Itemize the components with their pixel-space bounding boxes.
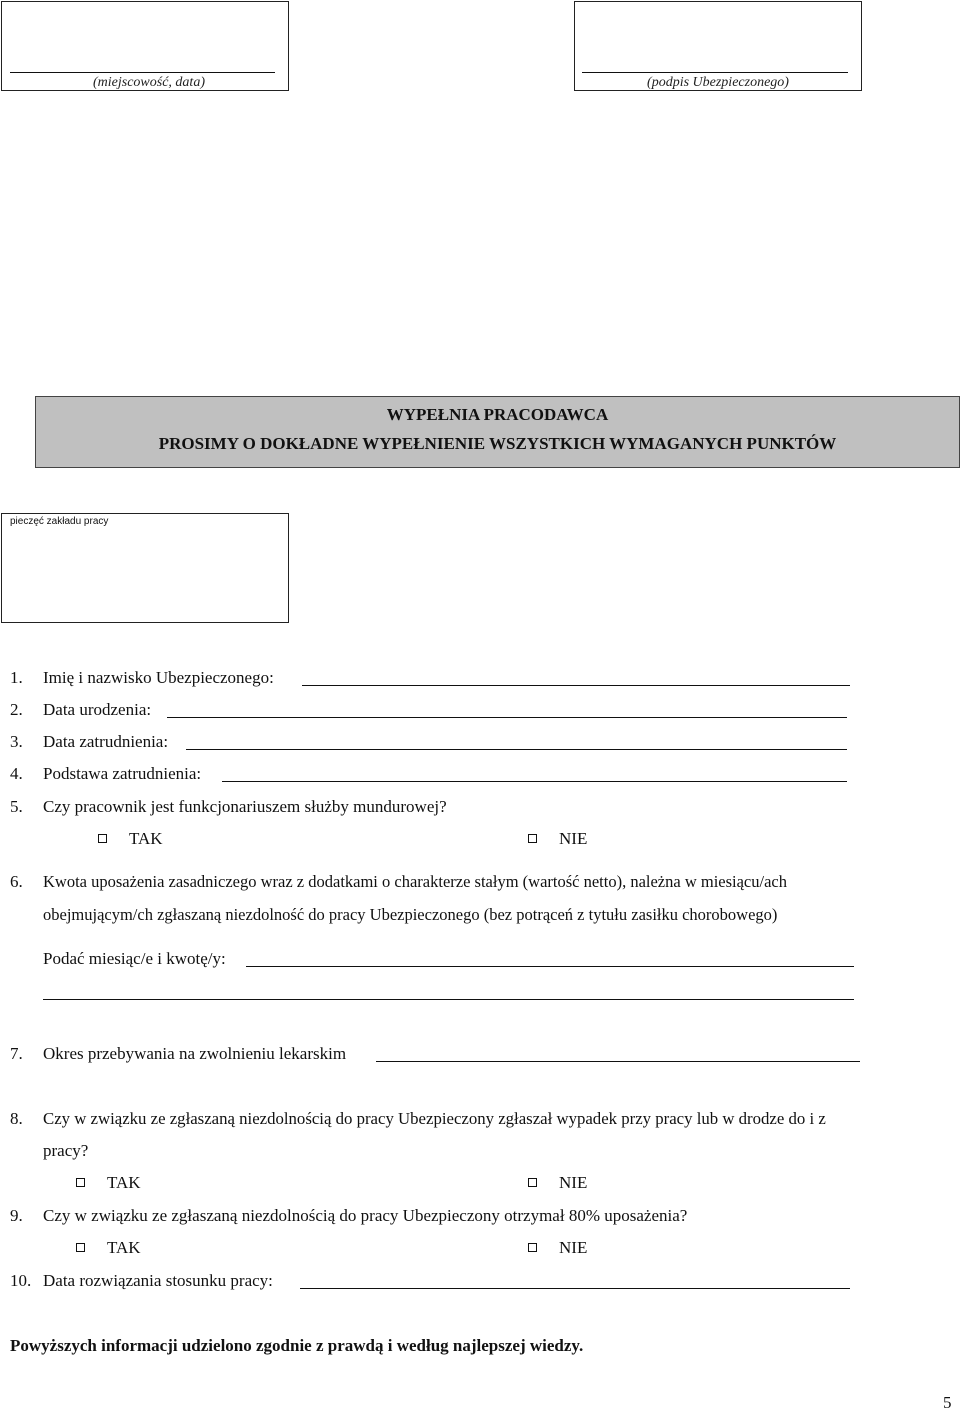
company-stamp-box bbox=[1, 513, 289, 623]
truthfulness-declaration: Powyższych informacji udzielono zgodnie z prawdą i według najlepszej wiedzy. bbox=[10, 1336, 584, 1355]
salary-question-line2: obejmującym/ch zgłaszaną niezdolność do pracy Ubezpieczonego (bez potrąceń z tytułu zasiłku chorobowego) bbox=[43, 905, 778, 924]
salary-question-line1: Kwota uposażenia zasadniczego wraz z dodatkami o charakterze stałym (wartość netto), należna w miesiącu/ach bbox=[43, 872, 787, 891]
checkbox-icon[interactable] bbox=[528, 1178, 537, 1187]
banner-subtitle: PROSIMY O DOKŁADNE WYPEŁNIENIE WSZYSTKICH WYMAGANYCH PUNKTÓW bbox=[158, 434, 837, 453]
option-label: NIE bbox=[559, 1173, 588, 1192]
work-accident-question-line1: Czy w związku ze zgłaszaną niezdolnością do pracy Ubezpieczony zgłaszał wypadek przy pracy lub w drodze do i z bbox=[43, 1109, 826, 1128]
option-label: TAK bbox=[107, 1238, 141, 1257]
item-number: 7. bbox=[10, 1044, 23, 1063]
employment-date-field[interactable] bbox=[186, 749, 847, 750]
item-number: 2. bbox=[10, 700, 23, 719]
termination-date-field[interactable] bbox=[300, 1288, 850, 1289]
salary-months-label: Podać miesiąc/e i kwotę/y: bbox=[43, 949, 226, 968]
sick-leave-period-field[interactable] bbox=[376, 1061, 860, 1062]
item-number: 9. bbox=[10, 1206, 23, 1225]
item-number: 5. bbox=[10, 797, 23, 816]
option-label: NIE bbox=[559, 829, 588, 848]
checkbox-icon[interactable] bbox=[76, 1243, 85, 1252]
company-stamp-label: pieczęć zakładu pracy bbox=[10, 516, 109, 527]
work-accident-question-line2: pracy? bbox=[43, 1141, 89, 1160]
uniformed-service-question: Czy pracownik jest funkcjonariuszem służby mundurowej? bbox=[43, 797, 447, 816]
insured-name-label: Imię i nazwisko Ubezpieczonego: bbox=[43, 668, 274, 687]
item-number: 10. bbox=[10, 1271, 32, 1290]
checkbox-icon[interactable] bbox=[76, 1178, 85, 1187]
birth-date-label: Data urodzenia: bbox=[43, 700, 152, 719]
reduced-salary-yes-option[interactable] bbox=[76, 1238, 141, 1258]
signature-line bbox=[582, 72, 848, 73]
reduced-salary-no-option[interactable] bbox=[528, 1238, 587, 1258]
work-accident-no-option[interactable] bbox=[528, 1173, 587, 1193]
work-accident-yes-option[interactable] bbox=[76, 1173, 141, 1193]
checkbox-icon[interactable] bbox=[98, 834, 107, 843]
option-label: TAK bbox=[129, 829, 163, 848]
item-number: 8. bbox=[10, 1109, 23, 1128]
option-label: NIE bbox=[559, 1238, 588, 1257]
birth-date-field[interactable] bbox=[167, 717, 847, 718]
option-label: TAK bbox=[107, 1173, 141, 1192]
employment-basis-label: Podstawa zatrudnienia: bbox=[43, 764, 202, 783]
salary-months-field-continued[interactable] bbox=[43, 999, 854, 1000]
employment-date-label: Data zatrudnienia: bbox=[43, 732, 169, 751]
signature-caption: (podpis Ubezpieczonego) bbox=[647, 75, 789, 90]
salary-months-field[interactable] bbox=[246, 966, 854, 967]
employer-banner bbox=[35, 396, 960, 468]
place-date-line bbox=[10, 72, 275, 73]
insured-name-field[interactable] bbox=[302, 685, 850, 686]
place-date-caption: (miejscowość, data) bbox=[93, 75, 205, 90]
checkbox-icon[interactable] bbox=[528, 1243, 537, 1252]
reduced-salary-question: Czy w związku ze zgłaszaną niezdolnością do pracy Ubezpieczony otrzymał 80% uposażenia? bbox=[43, 1206, 688, 1225]
item-number: 6. bbox=[10, 872, 23, 891]
termination-date-label: Data rozwiązania stosunku pracy: bbox=[43, 1271, 273, 1290]
item-number: 4. bbox=[10, 764, 23, 783]
page-number: 5 bbox=[943, 1393, 952, 1412]
uniformed-service-no-option[interactable] bbox=[528, 829, 587, 849]
uniformed-service-yes-option[interactable] bbox=[98, 829, 163, 849]
item-number: 1. bbox=[10, 668, 23, 687]
item-number: 3. bbox=[10, 732, 23, 751]
checkbox-icon[interactable] bbox=[528, 834, 537, 843]
sick-leave-period-label: Okres przebywania na zwolnieniu lekarskim bbox=[43, 1044, 347, 1063]
banner-title: WYPEŁNIA PRACODAWCA bbox=[386, 405, 609, 424]
employment-basis-field[interactable] bbox=[222, 781, 847, 782]
